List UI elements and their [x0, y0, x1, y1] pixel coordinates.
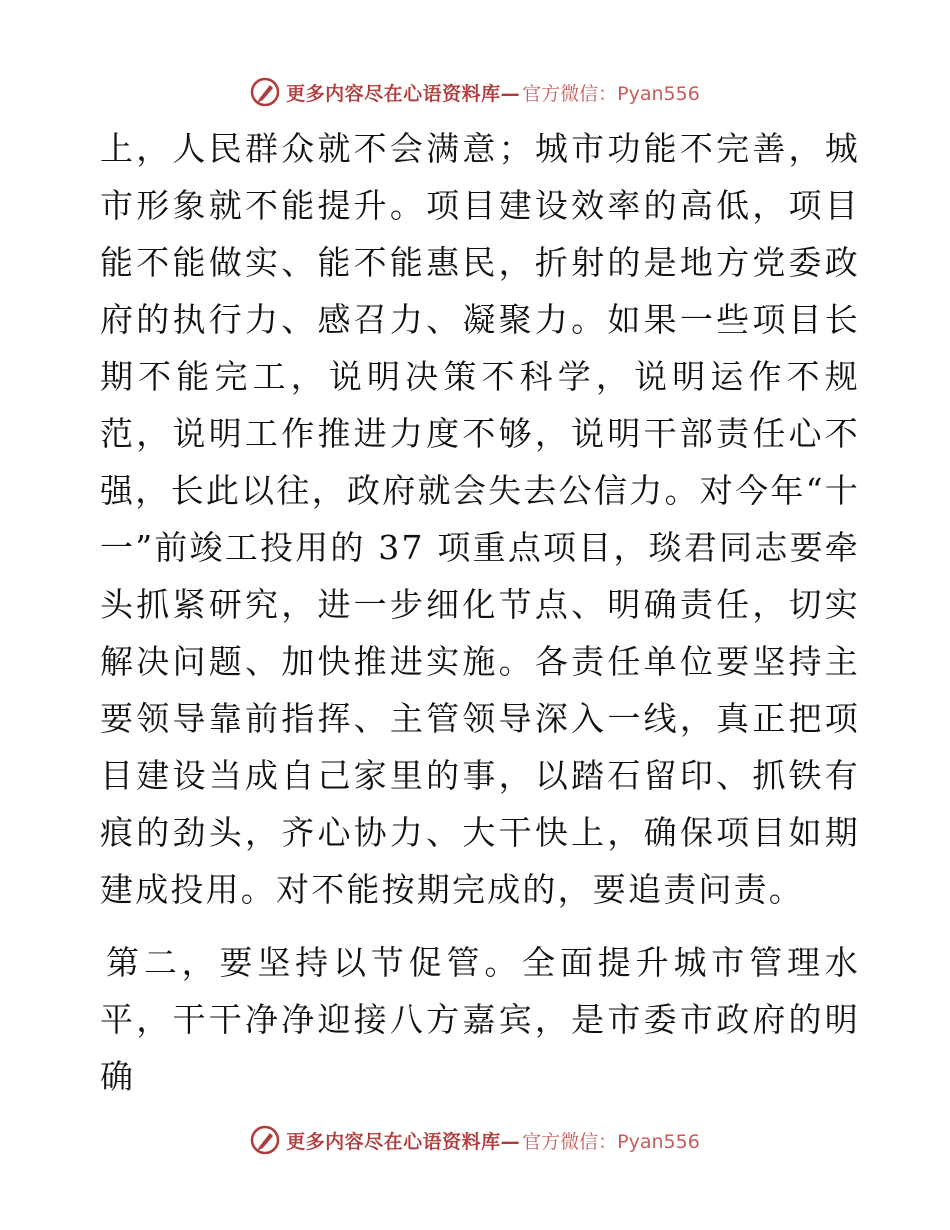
pen-logo-icon — [250, 1125, 280, 1155]
paragraph-1: 上，人民群众就不会满意；城市功能不完善，城市形象就不能提升。项目建设效率的高低，项目能不能做实、能不能惠民，折射的是地方党委政府的执行力、感召力、凝聚力。如果一些项目长期不能完工，说明决策不科学，说明运作不规范，说明工作推进力度不够，说明干部责任心不强，长此以往，政府就会失去公信力。对今年“十一”前竣工投用的 37 项重点项目，琰君同志要牵头抓紧研究，进一步细化节点、明确责任，切实解决问题、加快推进实施。各责任单位要坚持主要领导靠前指挥、主管领导深入一线，真正把项目建设当成自己家里的事，以踏石留印、抓铁有痕的劲头，齐心协力、大干快上，确保项目如期建成投用。对不能按期完成的，要追责问责。 — [100, 129, 860, 909]
watermark-banner-bottom — [0, 1120, 950, 1160]
pen-logo-icon — [250, 77, 280, 107]
watermark-wechat: 官方微信：Pyan556 — [522, 1130, 700, 1153]
watermark-text: 更多内容尽在心语资料库— — [286, 82, 521, 105]
watermark-wechat: 官方微信：Pyan556 — [522, 82, 700, 105]
document-body — [100, 120, 860, 1105]
watermark-text: 更多内容尽在心语资料库— — [286, 1130, 521, 1153]
paragraph-2: 第二，要坚持以节促管。全面提升城市管理水平，干干净净迎接八方嘉宾，是市委市政府的明确 — [100, 943, 860, 1096]
watermark-banner-top — [0, 72, 950, 112]
